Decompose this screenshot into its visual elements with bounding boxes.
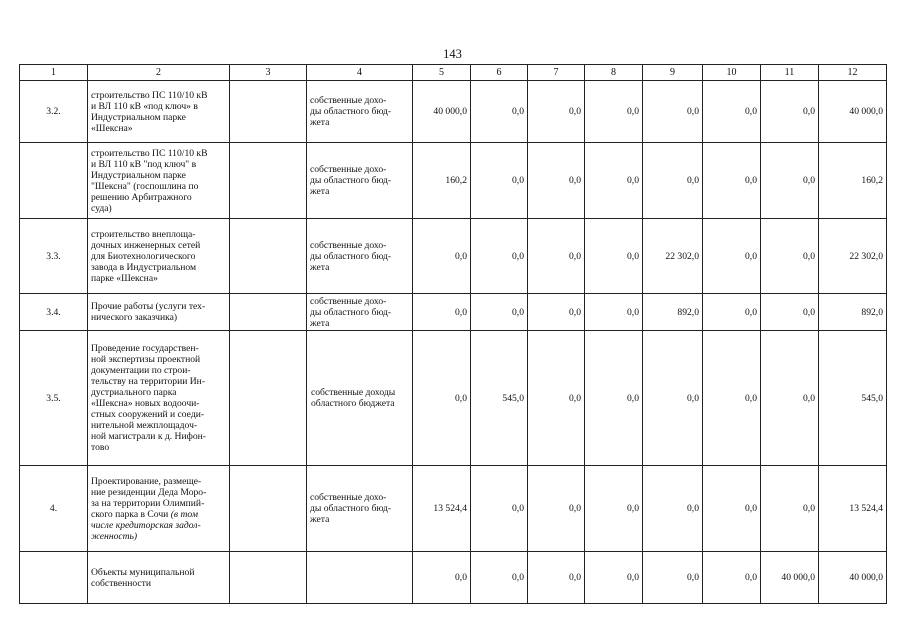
row-description <box>88 552 230 604</box>
column-header: 2 <box>88 65 230 81</box>
column-header: 4 <box>307 65 413 81</box>
value-cell: 0,0 <box>703 143 761 219</box>
value-cell: 0,0 <box>585 143 643 219</box>
page-number: 143 <box>443 47 462 61</box>
value-cell: 0,0 <box>528 552 585 604</box>
row-description <box>88 331 230 466</box>
description-text: Проведение государствен- ной экспертизы проектной документации по строи- тельству на территории Ин- дустриального парка «Шексна» новых водоочи- стных сооружений и соеди- нительной межплощадоч- ной магистрали к д. Нифон- тово <box>91 343 206 453</box>
description-text: Проектирование, размеще- ние резиденции Деда Моро- за на территории Олимпий- ского парка в Сочи <box>91 475 207 520</box>
value-cell: 0,0 <box>761 331 819 466</box>
table-row <box>20 466 887 552</box>
column-header: 12 <box>819 65 887 81</box>
description-text: Прочие работы (услуги тех- нического заказчика) <box>91 301 206 323</box>
row-code <box>20 552 88 604</box>
funding-source: собственные дохо- ды областного бюд- жета <box>307 143 413 219</box>
value-cell: 0,0 <box>761 81 819 143</box>
row-col3 <box>230 81 307 143</box>
row-description <box>88 143 230 219</box>
value-cell: 0,0 <box>703 552 761 604</box>
funding-source: собственные дохо- ды областного бюд- жета <box>307 81 413 143</box>
funding-source <box>307 552 413 604</box>
description-text: строительство ПС 110/10 кВ и ВЛ 110 кВ «под ключ» в Индустриальном парке «Шексна» <box>91 89 208 134</box>
value-cell: 160,2 <box>413 143 471 219</box>
value-cell: 0,0 <box>413 294 471 331</box>
column-header: 8 <box>585 65 643 81</box>
row-col3 <box>230 466 307 552</box>
row-col3 <box>230 219 307 294</box>
row-col3 <box>230 143 307 219</box>
row-code: 4. <box>20 466 88 552</box>
value-cell: 0,0 <box>471 294 528 331</box>
value-cell: 0,0 <box>703 466 761 552</box>
value-cell: 0,0 <box>585 219 643 294</box>
value-cell: 0,0 <box>528 466 585 552</box>
value-cell: 0,0 <box>761 143 819 219</box>
value-cell: 160,2 <box>819 143 887 219</box>
row-col3 <box>230 294 307 331</box>
row-code: 3.3. <box>20 219 88 294</box>
value-cell: 0,0 <box>528 294 585 331</box>
value-cell: 0,0 <box>413 331 471 466</box>
value-cell: 40 000,0 <box>819 552 887 604</box>
value-cell: 0,0 <box>703 81 761 143</box>
value-cell: 0,0 <box>413 219 471 294</box>
value-cell: 0,0 <box>528 331 585 466</box>
value-cell: 0,0 <box>585 294 643 331</box>
row-description <box>88 219 230 294</box>
header-row <box>20 65 887 81</box>
column-header: 6 <box>471 65 528 81</box>
value-cell: 0,0 <box>703 294 761 331</box>
value-cell: 0,0 <box>528 81 585 143</box>
column-header: 5 <box>413 65 471 81</box>
value-cell: 0,0 <box>528 219 585 294</box>
value-cell: 892,0 <box>643 294 703 331</box>
value-cell: 0,0 <box>585 331 643 466</box>
row-description <box>88 466 230 552</box>
column-header: 10 <box>703 65 761 81</box>
description-italic-note: (в том числе кредиторская задол- женность) <box>91 508 201 542</box>
value-cell: 22 302,0 <box>643 219 703 294</box>
table-row <box>20 143 887 219</box>
value-cell: 13 524,4 <box>413 466 471 552</box>
value-cell: 0,0 <box>643 81 703 143</box>
description-text: строительство ПС 110/10 кВ и ВЛ 110 кВ "под ключ" в Индустриальном парке "Шексна" (госпошлина по решению Арбитражного суда) <box>91 147 208 214</box>
value-cell: 892,0 <box>819 294 887 331</box>
value-cell: 40 000,0 <box>413 81 471 143</box>
value-cell: 0,0 <box>643 331 703 466</box>
funding-source: собственные доходы областного бюджета <box>307 331 413 466</box>
value-cell: 0,0 <box>761 219 819 294</box>
value-cell: 0,0 <box>585 552 643 604</box>
column-header: 9 <box>643 65 703 81</box>
value-cell: 0,0 <box>643 552 703 604</box>
funding-source: собственные дохо- ды областного бюд- жета <box>307 294 413 331</box>
value-cell: 0,0 <box>761 466 819 552</box>
value-cell: 22 302,0 <box>819 219 887 294</box>
row-code: 3.2. <box>20 81 88 143</box>
table-row <box>20 331 887 466</box>
funding-source: собственные дохо- ды областного бюд- жета <box>307 466 413 552</box>
row-code: 3.4. <box>20 294 88 331</box>
row-code: 3.5. <box>20 331 88 466</box>
value-cell: 0,0 <box>585 81 643 143</box>
description-text: Объекты муниципальной собственности <box>91 566 195 589</box>
value-cell: 0,0 <box>471 219 528 294</box>
row-code <box>20 143 88 219</box>
value-cell: 0,0 <box>413 552 471 604</box>
value-cell: 0,0 <box>528 143 585 219</box>
value-cell: 545,0 <box>471 331 528 466</box>
row-description <box>88 294 230 331</box>
column-header: 7 <box>528 65 585 81</box>
value-cell: 0,0 <box>761 294 819 331</box>
row-col3 <box>230 552 307 604</box>
value-cell: 0,0 <box>703 331 761 466</box>
row-col3 <box>230 331 307 466</box>
value-cell: 0,0 <box>643 143 703 219</box>
value-cell: 0,0 <box>471 81 528 143</box>
value-cell: 0,0 <box>471 552 528 604</box>
value-cell: 545,0 <box>819 331 887 466</box>
funding-source: собственные дохо- ды областного бюд- жета <box>307 219 413 294</box>
row-description <box>88 81 230 143</box>
table-row <box>20 294 887 331</box>
value-cell: 0,0 <box>703 219 761 294</box>
budget-table <box>19 64 887 604</box>
table-row <box>20 81 887 143</box>
column-header: 1 <box>20 65 88 81</box>
column-header: 3 <box>230 65 307 81</box>
value-cell: 40 000,0 <box>819 81 887 143</box>
value-cell: 0,0 <box>643 466 703 552</box>
value-cell: 13 524,4 <box>819 466 887 552</box>
value-cell: 0,0 <box>471 143 528 219</box>
description-text: строительство внеплоща- дочных инженерных сетей для Биотехнологического завода в Индустриальном парке «Шексна» <box>91 228 201 284</box>
value-cell: 0,0 <box>471 466 528 552</box>
value-cell: 0,0 <box>585 466 643 552</box>
column-header: 11 <box>761 65 819 81</box>
table-row <box>20 552 887 604</box>
table-row <box>20 219 887 294</box>
value-cell: 40 000,0 <box>761 552 819 604</box>
